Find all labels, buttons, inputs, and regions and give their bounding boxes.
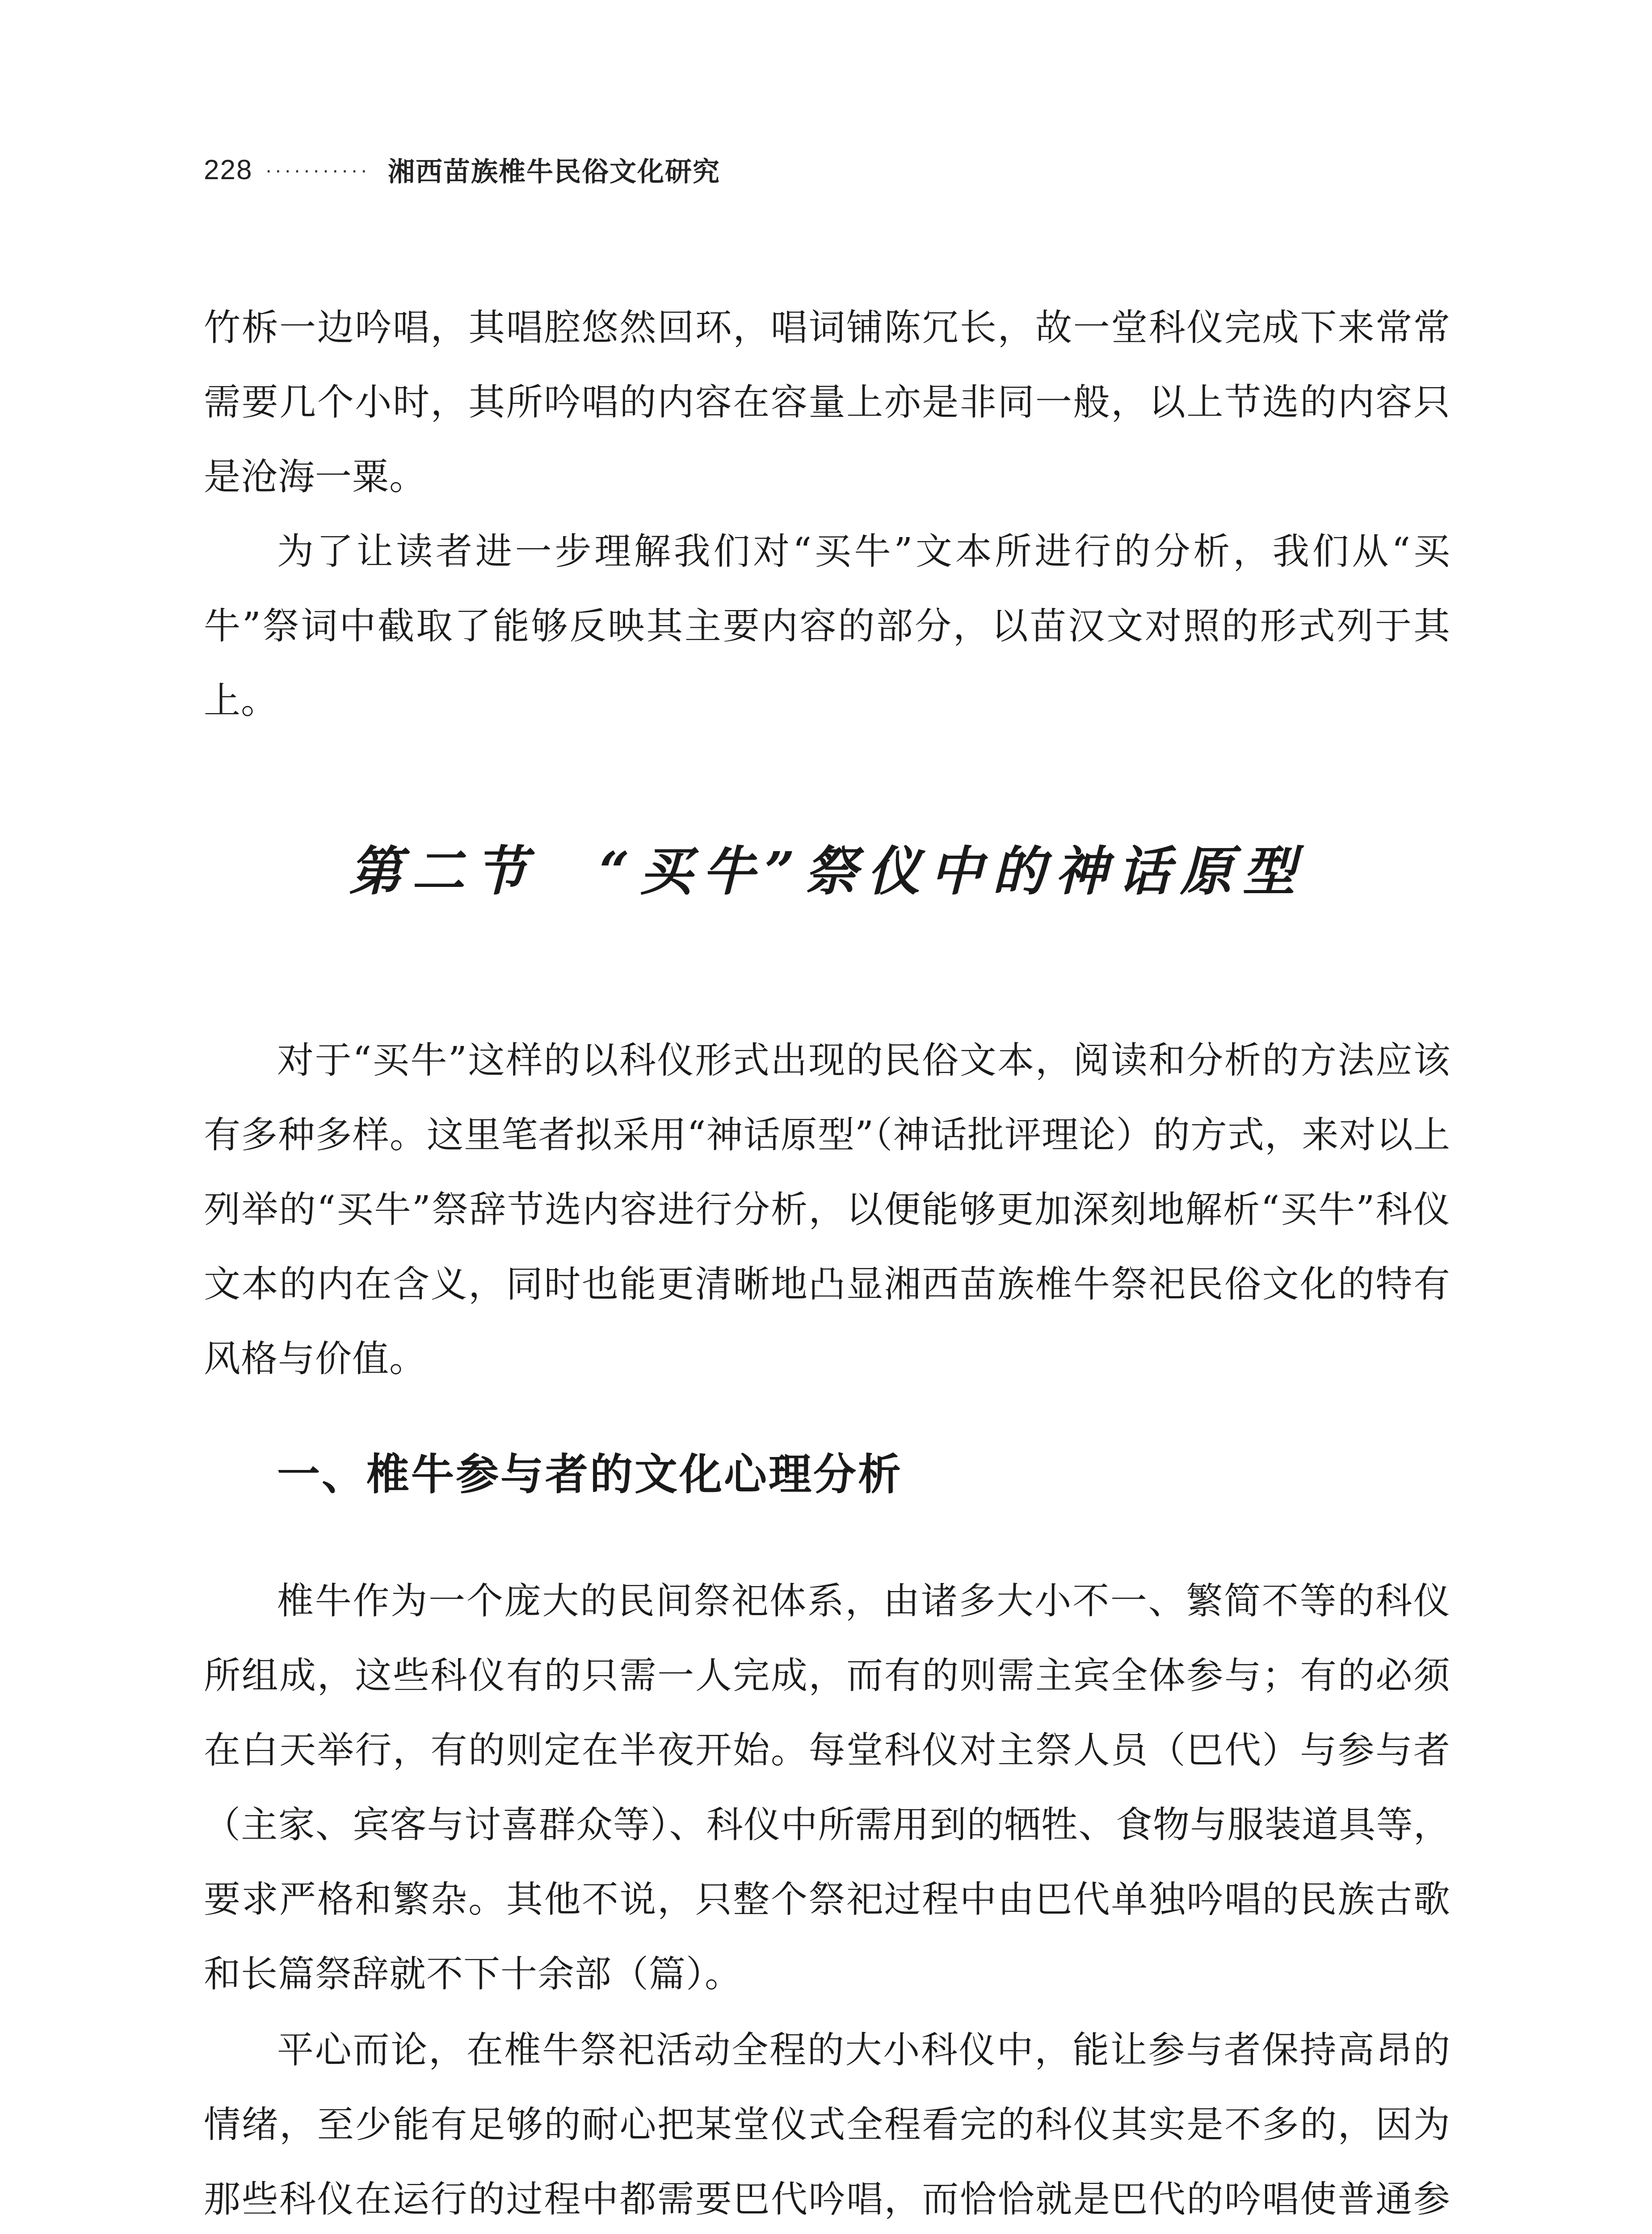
paragraph: 为了让读者进一步理解我们对“买牛”文本所进行的分析，我们从“买牛”祭词中截取了能够反映其主要内容的部分，以苗汉文对照的形式列于其上。 bbox=[204, 530, 1450, 722]
section-title: 第二节 “买牛”祭仪中的神话原型 bbox=[349, 840, 1305, 902]
paragraph-continuation: 竹柝一边吟唱，其唱腔悠然回环，唱词铺陈冗长，故一堂科仪完成下来常常需要几个小时，其所吟唱的内容在容量上亦是非同一般，以上节选的内容只是沧海一粟。 bbox=[204, 307, 1450, 498]
paragraph: 平心而论，在椎牛祭祀活动全程的大小科仪中，能让参与者保持高昂的情绪，至少能有足够的耐心把某堂仪式全程看完的科仪其实是不多的，因为那些科仪在运行的过程中都需要巴代吟唱，而恰恰就是巴代的吟唱使普通参 bbox=[204, 2029, 1450, 2221]
running-header bbox=[204, 147, 720, 192]
subsection-title: 一、椎牛参与者的文化心理分析 bbox=[277, 1449, 903, 1499]
paragraph: 椎牛作为一个庞大的民间祭祀体系，由诸多大小不一、繁简不等的科仪所组成，这些科仪有的只需一人完成，而有的则需主宾全体参与；有的必须在白天举行，有的则定在半夜开始。每堂科仪对主祭人员（巴代）与参与者（主家、宾客与讨喜群众等）、科仪中所需用到的牺牲、食物与服装道具等，要求严格和繁杂。其他不说，只整个祭祀过程中由巴代单独吟唱的民族古歌和长篇祭辞就不下十余部（篇）。 bbox=[204, 1580, 1450, 1995]
page-number: 228 bbox=[204, 154, 253, 185]
book-title: 湘西苗族椎牛民俗文化研究 bbox=[387, 156, 720, 188]
paragraph: 对于“买牛”这样的以科仪形式出现的民俗文本，阅读和分析的方法应该有多种多样。这里笔者拟采用“神话原型”（神话批评理论）的方式，来对以上列举的“买牛”祭辞节选内容进行分析，以便能够更加深刻地解析“买牛”科仪文本的内在含义，同时也能更清晰地凸显湘西苗族椎牛祭祀民俗文化的特有风格与价值。 bbox=[204, 1039, 1450, 1380]
header-dot-leader: ··········· bbox=[265, 158, 370, 181]
